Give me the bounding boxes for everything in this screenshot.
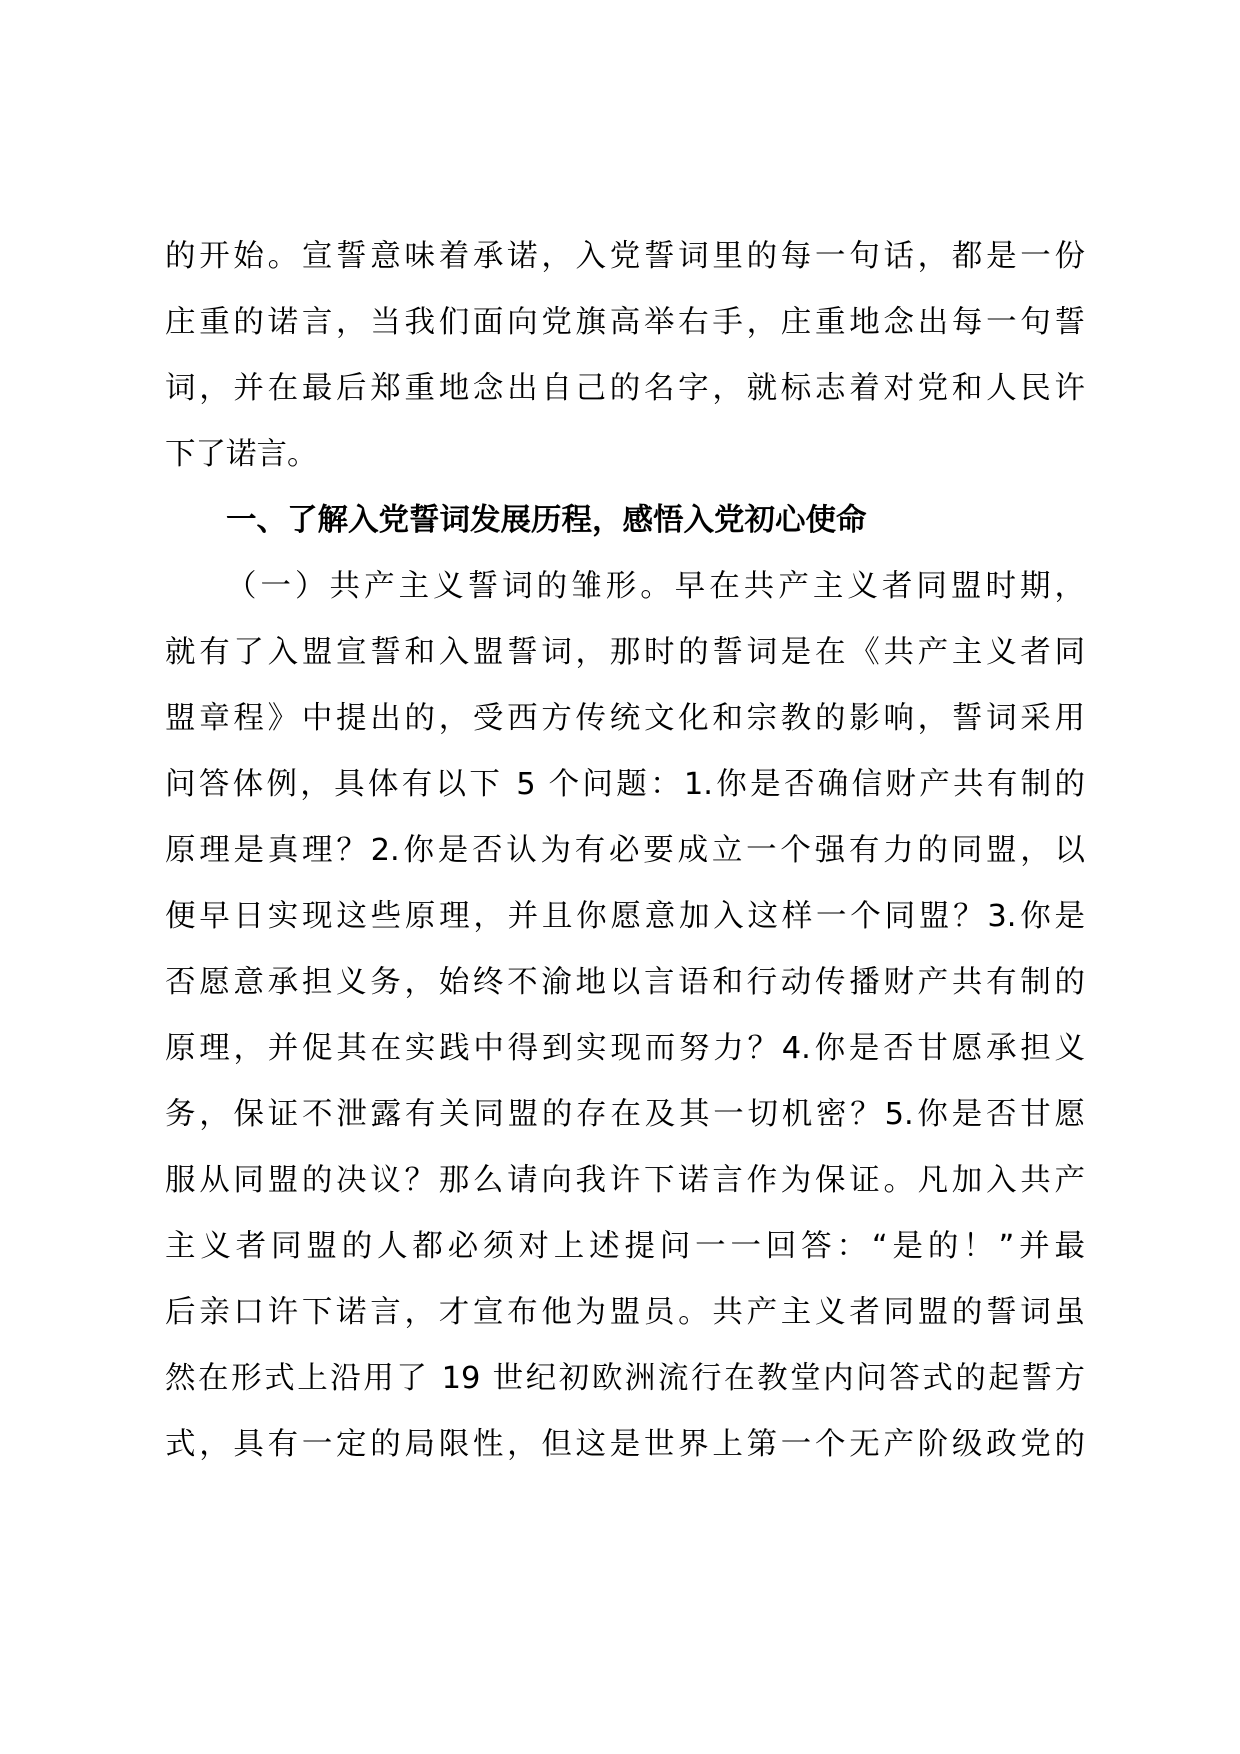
text-line: 问答体例，具体有以下 5 个问题：1.你是否确信财产共有制的	[165, 767, 1085, 802]
text-line: 主义者同盟的人都必须对上述提问一一回答：“是的！”并最	[165, 1229, 1085, 1264]
text-line: 原理是真理？2.你是否认为有必要成立一个强有力的同盟，以	[165, 833, 1085, 868]
text-line: 后亲口许下诺言，才宣布他为盟员。共产主义者同盟的誓词虽	[165, 1295, 1085, 1330]
subsection-heading-line: （一）共产主义誓词的雏形。早在共产主义者同盟时期，	[226, 569, 1085, 604]
text-line: 下了诺言。	[165, 437, 318, 472]
text-line: 词，并在最后郑重地念出自己的名字，就标志着对党和人民许	[165, 371, 1085, 406]
text-line: 务，保证不泄露有关同盟的存在及其一切机密？5.你是否甘愿	[165, 1097, 1085, 1132]
text-line: 服从同盟的决议？那么请向我许下诺言作为保证。凡加入共产	[165, 1163, 1085, 1198]
text-line: 盟章程》中提出的，受西方传统文化和宗教的影响，誓词采用	[165, 701, 1085, 736]
text-line: 的开始。宣誓意味着承诺，入党誓词里的每一句话，都是一份	[165, 239, 1085, 274]
body-text	[165, 224, 1085, 1478]
text-line: 然在形式上沿用了 19 世纪初欧洲流行在教堂内问答式的起誓方	[165, 1361, 1085, 1396]
text-line: 便早日实现这些原理，并且你愿意加入这样一个同盟？3.你是	[165, 899, 1085, 934]
text-line: 否愿意承担义务，始终不渝地以言语和行动传播财产共有制的	[165, 965, 1085, 1000]
text-line: 原理，并促其在实践中得到实现而努力？4.你是否甘愿承担义	[165, 1031, 1085, 1066]
section-heading: 一、了解入党誓词发展历程，感悟入党初心使命	[226, 503, 867, 538]
text-line: 就有了入盟宣誓和入盟誓词，那时的誓词是在《共产主义者同	[165, 635, 1085, 670]
text-line: 庄重的诺言，当我们面向党旗高举右手，庄重地念出每一句誓	[165, 305, 1085, 340]
text-line: 式，具有一定的局限性，但这是世界上第一个无产阶级政党的	[165, 1427, 1085, 1462]
